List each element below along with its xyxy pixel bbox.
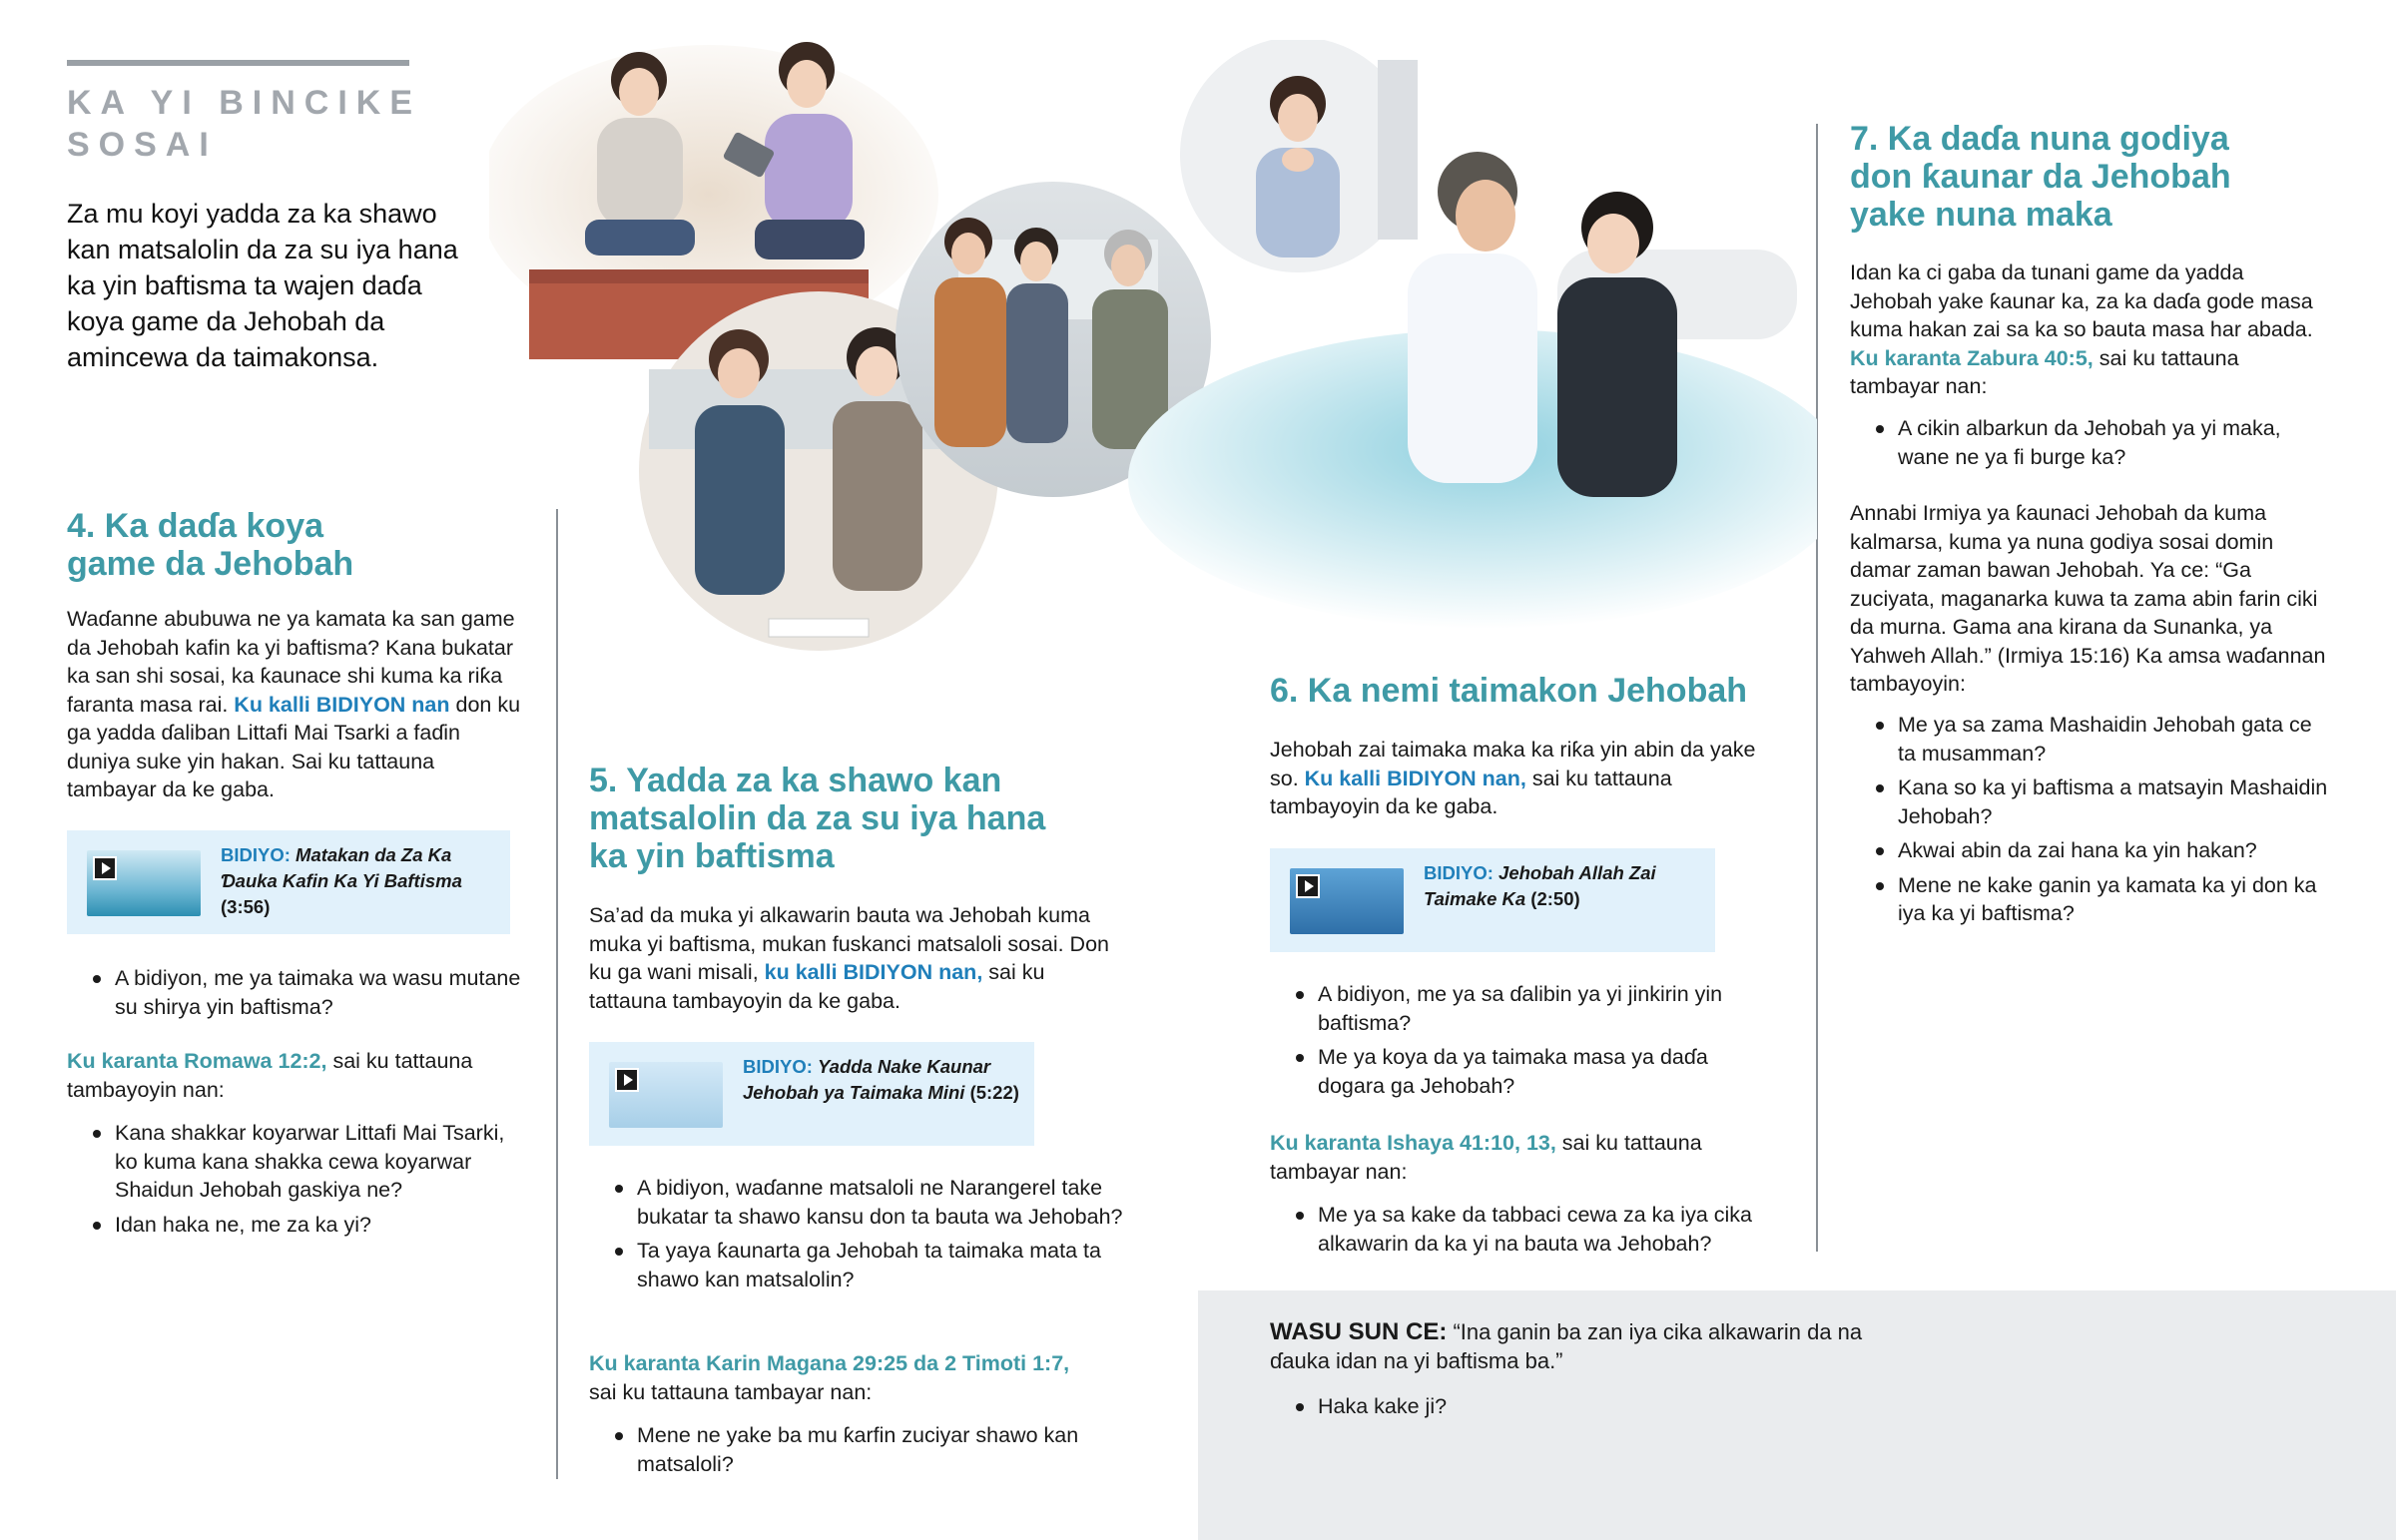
quote-box	[1270, 1317, 1879, 1375]
question-list	[67, 1119, 526, 1245]
question-list	[1850, 414, 2329, 477]
section-5-title: 5. Yadda za ka shawo kan matsalolin da za su iya hana ka yin baftisma	[589, 762, 1046, 875]
section-6-title: 6. Ka nemi taimakon Jehobah	[1270, 672, 1748, 710]
question-list	[1270, 1392, 1869, 1427]
section-5-body-text-end: sai ku tattauna tambayoyin da ke gaba.	[589, 960, 1045, 1013]
question-list	[1270, 1201, 1769, 1264]
play-icon[interactable]	[93, 856, 117, 880]
section-7-title: 7. Ka daɗa nuna godiya don ƙaunar da Jehobah yake nuna maka	[1850, 120, 2231, 234]
question-item: Mene ne kake ganin ya kamata ka yi don ka iya ka yi baftisma?	[1850, 871, 2329, 928]
video-title[interactable]: Jehobah Allah Zai Taimake Ka	[1424, 862, 1656, 909]
video-duration: (5:22)	[969, 1082, 1019, 1103]
question-list	[589, 1174, 1128, 1299]
question-list	[589, 1421, 1128, 1484]
video-thumbnail[interactable]	[1290, 868, 1404, 934]
quote-lead: WASU SUN CE:	[1270, 1318, 1448, 1345]
intro-text: Za mu koyi yadda za ka shawo kan matsalolin da za su iya hana ka yin baftisma ta wajen daɗa koya game da Jehobah da amincewa da taimakonsa.	[67, 199, 458, 372]
video-duration: (3:56)	[221, 896, 271, 917]
scripture-reference[interactable]: Ku karanta Karin Magana 29:25 da 2 Timoti 1:7,	[589, 1351, 1070, 1375]
section-5-video-link[interactable]: ku kalli BIDIYON nan,	[764, 960, 983, 984]
section-6-body-text: Jehobah zai taimaka maka ka riƙa yin abin da yake so.	[1270, 738, 1756, 790]
section-4-body-text: Waɗanne abubuwa ne ya kamata ka san game da Jehobah kafin ka yi baftisma? Kana bukatar ka san shi sosai, ka ƙaunace shi kuma ka riƙa faranta masa rai.	[67, 607, 515, 717]
play-icon[interactable]	[1296, 874, 1320, 898]
question-item: A bidiyon, me ya sa ɗalibin ya yi jinkirin yin baftisma?	[1270, 980, 1769, 1037]
section-4-video-link[interactable]: Ku kalli BIDIYON nan	[234, 692, 450, 717]
reading-instruction	[1270, 1129, 1769, 1186]
question-list	[1850, 711, 2329, 934]
question-item: Kana so ka yi baftisma a matsayin Mashaidin Jehobah?	[1850, 773, 2329, 830]
play-icon[interactable]	[615, 1068, 639, 1092]
question-item: Haka kake ji?	[1270, 1392, 1869, 1421]
video-card[interactable]	[67, 830, 510, 934]
video-thumbnail[interactable]	[609, 1062, 723, 1128]
question-item: Ta yaya ƙaunarta ga Jehobah ta taimaka mata ta shawo kan matsalolin?	[589, 1237, 1128, 1293]
video-label: BIDIYO:	[1424, 862, 1494, 883]
question-item: A bidiyon, waɗanne matsaloli ne Narangerel take bukatar ta shawo kansu don ta bauta wa Jehobah?	[589, 1174, 1128, 1231]
section-4-body-text-end: don ku ga yadda ɗaliban Littafi Mai Tsarki a faɗin duniya suke yin hakan. Sai ku tattauna tambayar da ke gaba.	[67, 692, 521, 801]
section-4-body	[67, 605, 526, 804]
question-item: Me ya sa zama Mashaidin Jehobah gata ce ta musamman?	[1850, 711, 2329, 768]
section-7-body-text: Idan ka ci gaba da tunani game da yadda Jehobah yake ƙaunar ka, za ka daɗa gode masa kuma hakan zai sa ka so bauta masa har abada.	[1850, 260, 2313, 341]
video-thumbnail[interactable]	[87, 850, 201, 916]
question-item: Me ya koya da ya taimaka masa ya daɗa dogara ga Jehobah?	[1270, 1043, 1769, 1100]
question-item: Kana shakkar koyarwar Littafi Mai Tsarki, ko kuma kana shakka cewa koyarwar Shaidun Jehobah gaskiya ne?	[67, 1119, 526, 1205]
scripture-reference[interactable]: Ku karanta Romawa 12:2,	[67, 1049, 327, 1073]
scripture-reference[interactable]: Ku karanta Ishaya 41:10, 13,	[1270, 1131, 1556, 1155]
reading-instruction-text: sai ku tattauna tambayar nan:	[1270, 1131, 1702, 1184]
section-5-body	[589, 901, 1128, 1015]
section-7-body-text-end: sai ku tattauna tambayar nan:	[1850, 345, 2239, 398]
section-6-video-link[interactable]: Ku kalli BIDIYON nan,	[1304, 766, 1526, 790]
video-title[interactable]: Matakan da Za Ka Ɗauka Kafin Ka Yi Baftisma	[221, 844, 462, 891]
question-item: Mene ne yake ba mu ƙarfin zuciyar shawo kan matsaloli?	[589, 1421, 1128, 1478]
video-label: BIDIYO:	[743, 1056, 813, 1077]
question-item: A cikin albarkun da Jehobah ya yi maka, wane ne ya fi burge ka?	[1850, 414, 2329, 471]
reading-instruction	[67, 1047, 526, 1104]
video-title[interactable]: Yadda Nake Kaunar Jehobah ya Taimaka Mini	[743, 1056, 991, 1103]
section-4-title: 4. Ka daɗa koya game da Jehobah	[67, 507, 354, 583]
scripture-reference[interactable]: Ku karanta Zabura 40:5,	[1850, 345, 2094, 370]
quote-text: “Ina ganin ba zan iya cika alkawarin da na ɗauka idan na yi baftisma ba.”	[1270, 1319, 1863, 1373]
section-6-body-text-end: sai ku tattauna tambayoyin da ke gaba.	[1270, 766, 1672, 818]
question-item: A bidiyon, me ya taimaka wa wasu mutane su shirya yin baftisma?	[67, 964, 526, 1021]
video-label: BIDIYO:	[221, 844, 291, 865]
video-card[interactable]	[589, 1042, 1034, 1146]
baptism-illustrations	[1058, 40, 1817, 639]
section-7-body	[1850, 258, 2329, 401]
kicker-heading: KA YI BINCIKE SOSAI	[67, 84, 422, 164]
question-item: Akwai abin da zai hana ka yin hakan?	[1850, 836, 2329, 865]
question-item: Idan haka ne, me za ka yi?	[67, 1211, 526, 1240]
question-list	[67, 964, 526, 1027]
reading-instruction	[589, 1349, 1128, 1406]
top-accent-bar	[67, 60, 409, 66]
video-card[interactable]	[1270, 848, 1715, 952]
prayer-scene-illustration	[1180, 40, 1418, 272]
section-5-body-text: Sa’ad da muka yi alkawarin bauta wa Jehobah kuma muka yi baftisma, mukan fuskanci matsaloli sosai. Don ku ga wani misali,	[589, 903, 1109, 984]
section-6-body	[1270, 736, 1769, 821]
question-item: Me ya sa kake da tabbaci cewa za ka iya cika alkawarin da ka yi na bauta wa Jehobah?	[1270, 1201, 1769, 1258]
reading-instruction-text: sai ku tattauna tambayar nan:	[589, 1379, 873, 1404]
question-list	[1270, 980, 1769, 1106]
reading-instruction-text: sai ku tattauna tambayoyin nan:	[67, 1049, 473, 1102]
video-duration: (2:50)	[1530, 888, 1580, 909]
section-7-body-2: Annabi Irmiya ya ƙaunaci Jehobah da kuma kalmarsa, kuma ya nuna godiya sosai domin damar zaman bawan Jehobah. Ya ce: “Ga zuciyata, maganarka kuwa ta zama abin farin ciki da murna. Gama ana kirana da Sunanka, ya Yahweh Allah.” (Irmiya 15:16) Ka amsa waɗannan tambayoyin:	[1850, 501, 2326, 696]
